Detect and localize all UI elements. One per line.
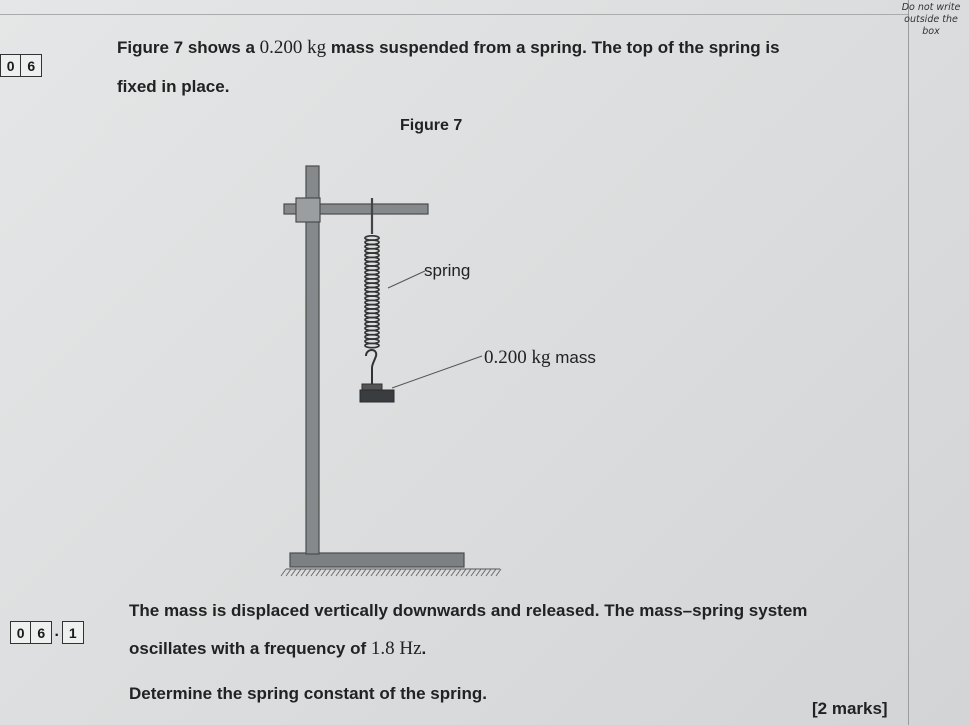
- top-rule: [0, 14, 908, 15]
- hatch-line: [421, 569, 426, 576]
- hatch-line: [401, 569, 406, 576]
- hatch-line: [396, 569, 401, 576]
- subquestion-digit-3: 1: [62, 621, 84, 644]
- hatch-line: [336, 569, 341, 576]
- hatch-line: [371, 569, 376, 576]
- spring-label: spring: [424, 261, 471, 280]
- spring-coil: [365, 343, 379, 347]
- subquestion-line-1: The mass is displaced vertically downwards and released. The mass–spring system: [129, 601, 808, 620]
- hatch-line: [476, 569, 481, 576]
- hatch-line: [286, 569, 291, 576]
- hatch-line: [431, 569, 436, 576]
- hatch-line: [471, 569, 476, 576]
- hatch-line: [346, 569, 351, 576]
- stand-clamp: [296, 198, 320, 222]
- intro-text-b: mass suspended from a spring. The top of the spring is: [326, 38, 780, 57]
- margin-rule: [908, 0, 909, 725]
- hatch-line: [391, 569, 396, 576]
- stand-base: [290, 553, 464, 567]
- hatch-line: [326, 569, 331, 576]
- marks-label: [2 marks]: [812, 699, 888, 718]
- hatch-line: [466, 569, 471, 576]
- spring-leader-line: [388, 271, 425, 288]
- hatch-line: [496, 569, 501, 576]
- subquestion-prompt: Determine the spring constant of the spring.: [129, 684, 487, 703]
- stand-rod: [306, 166, 319, 554]
- hatch-line: [461, 569, 466, 576]
- hatch-line: [381, 569, 386, 576]
- subquestion-digit-1: 0: [10, 621, 32, 644]
- spring-hook: [366, 350, 376, 386]
- margin-note: [893, 2, 969, 38]
- subquestion-dot: .: [54, 623, 59, 640]
- hatch-line: [406, 569, 411, 576]
- hatch-line: [411, 569, 416, 576]
- hatch-line: [481, 569, 486, 576]
- hatch-line: [306, 569, 311, 576]
- hatch-line: [446, 569, 451, 576]
- margin-note-line-1: Do not write: [901, 2, 961, 13]
- subquestion-line-2: [129, 638, 426, 660]
- hatch-line: [451, 569, 456, 576]
- figure-7-diagram: [270, 150, 670, 590]
- hatch-line: [351, 569, 356, 576]
- hatch-line: [301, 569, 306, 576]
- subquestion-line-2-a: oscillates with a frequency of: [129, 639, 371, 658]
- hatch-line: [491, 569, 496, 576]
- question-digit-2: 6: [20, 54, 42, 77]
- hatch-line: [316, 569, 321, 576]
- hatch-line: [486, 569, 491, 576]
- hatch-line: [436, 569, 441, 576]
- hatch-line: [311, 569, 316, 576]
- subquestion-number: [11, 621, 84, 644]
- hatch-line: [291, 569, 296, 576]
- hatch-line: [331, 569, 336, 576]
- mass-label-word: mass: [555, 348, 596, 367]
- margin-note-line-3: box: [922, 26, 940, 37]
- hatch-line: [296, 569, 301, 576]
- mass-block: [360, 390, 394, 402]
- intro-mass-value: 0.200 kg: [259, 37, 327, 58]
- hatch-line: [321, 569, 326, 576]
- hatch-line: [386, 569, 391, 576]
- hatch-line: [361, 569, 366, 576]
- mass-leader-line: [392, 356, 482, 388]
- hatch-line: [281, 569, 286, 576]
- mass-label: [484, 347, 596, 369]
- hatch-line: [376, 569, 381, 576]
- question-digit-1: 0: [0, 54, 22, 77]
- hatch-line: [366, 569, 371, 576]
- figure-title: Figure 7: [400, 117, 463, 134]
- subquestion-digit-2: 6: [30, 621, 52, 644]
- intro-line-1: [117, 37, 780, 59]
- spring-coils: [365, 236, 379, 348]
- mass-label-value: 0.200 kg: [484, 347, 551, 368]
- subquestion-line-2-b: .: [421, 639, 427, 658]
- hatch-line: [416, 569, 421, 576]
- hatch-line: [356, 569, 361, 576]
- hatch-lines: [281, 569, 501, 576]
- hatch-line: [456, 569, 461, 576]
- frequency-value: 1.8 Hz: [370, 638, 422, 659]
- margin-note-line-2: outside the: [904, 14, 958, 25]
- question-number: [1, 54, 42, 77]
- intro-line-2: fixed in place.: [117, 77, 230, 96]
- hatch-line: [341, 569, 346, 576]
- intro-text-a: Figure 7 shows a: [117, 38, 260, 57]
- hatch-line: [441, 569, 446, 576]
- hatch-line: [426, 569, 431, 576]
